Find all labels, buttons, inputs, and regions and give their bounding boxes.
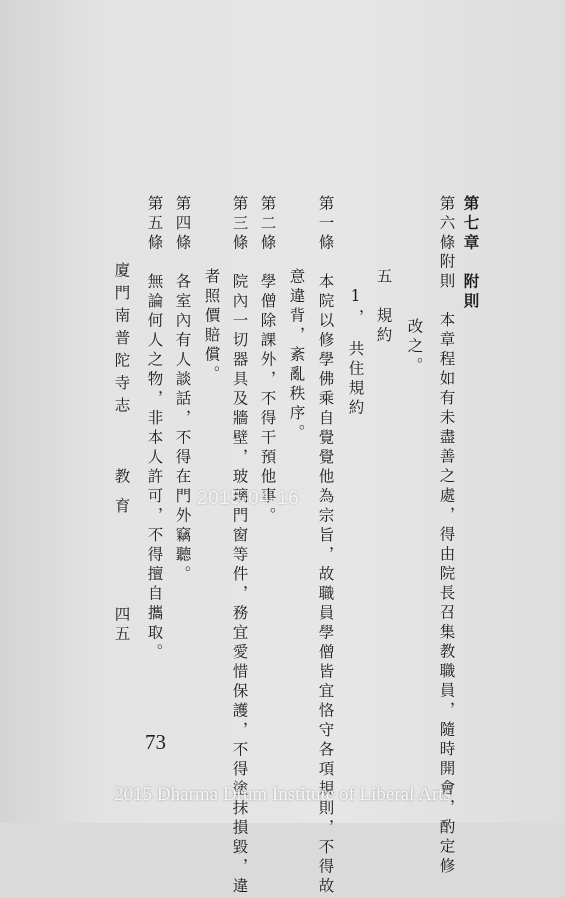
article-6-text: 附則 本章程如有未盡善之處，得由院長召集教職員，隨時開會，酌定修 [437, 253, 456, 877]
section-heading: 五 規約 [374, 268, 393, 346]
running-head-title: 廈門南普陀寺志 [112, 262, 131, 420]
rule-4: 第四條 各室內有人談話，不得在門外竊聽。 [173, 195, 192, 585]
watermark-credit: 2015 Dharma Drum Institute of Liberal Arts [114, 784, 451, 805]
rule-3-continuation: 者照價賠償。 [202, 268, 221, 385]
watermark-date: 2015-04-16 [197, 488, 300, 509]
subsection-heading: 1， 共住規約 [346, 287, 365, 419]
rule-2: 第二條 學僧除課外，不得干預他事。 [258, 195, 277, 527]
rule-1-continuation: 意違背，紊亂秩序。 [287, 268, 306, 444]
rule-5: 第五條 無論何人之物，非本人許可，不得擅自攜取。 [145, 195, 164, 663]
rule-3: 第三條 院內一切器具及牆壁，玻璃門窗等件，務宜愛惜保護，不得塗抹損毀，違 [230, 195, 249, 897]
running-head-section: 教育 [112, 468, 131, 527]
page-number: 73 [145, 730, 166, 754]
rule-1: 第一條 本院以修學佛乘自覺覺他為宗旨，故職員學僧皆宜恪守各項規則，不得故 [316, 195, 335, 897]
chapter-heading: 第七章 附則 [461, 195, 481, 312]
article-6-continuation: 改之。 [405, 318, 424, 377]
article-6-number: 第六條 [437, 195, 456, 254]
running-head-folio: 四五 [112, 606, 131, 645]
